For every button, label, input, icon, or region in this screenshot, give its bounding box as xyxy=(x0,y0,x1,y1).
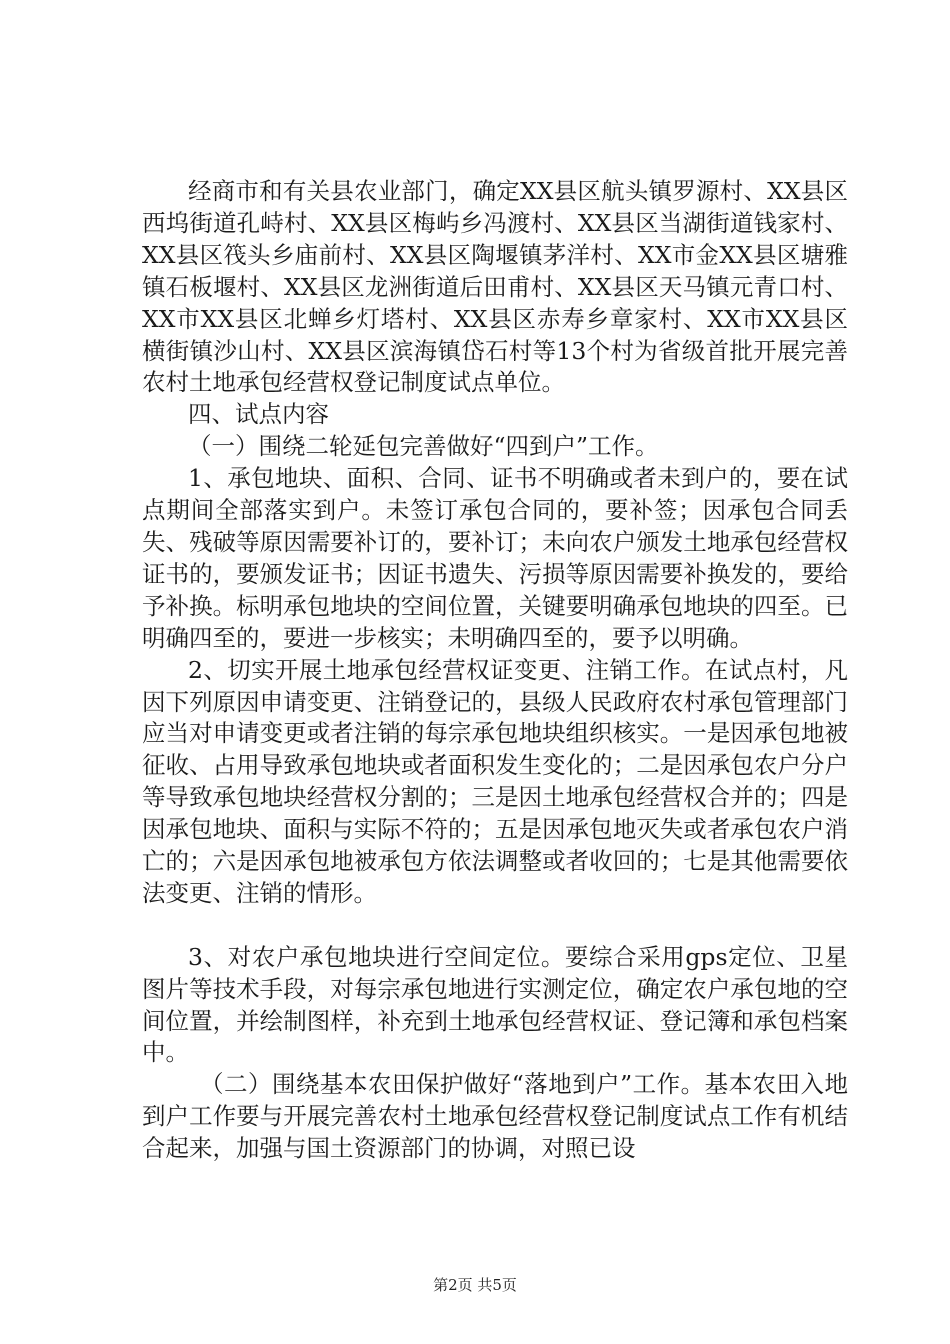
paragraph-item-3: 3、对农户承包地块进行空间定位。要综合采用gps定位、卫星图片等技术手段，对每宗承包地进行实测定位，确定农户承包地的空间位置，并绘制图样，补充到土地承包经营权证、登记簿和承包档案中。 xyxy=(142,942,848,1067)
paragraph-item-2: 2、切实开展土地承包经营权证变更、注销工作。在试点村，凡因下列原因申请变更、注销登记的，县级人民政府农村承包管理部门应当对申请变更或者注销的每宗承包地块组织核实。一是因承包地被征收、占用导致承包地块或者面积发生变化的；二是因承包农户分户等导致承包地块经营权分割的；三是因土地承包经营权合并的；四是因承包地块、面积与实际不符的；五是因承包地灭失或者承包农户消亡的；六是因承包地被承包方依法调整或者收回的；七是其他需要依法变更、注销的情形。 xyxy=(142,655,848,907)
page-footer: 第2页 共5页 xyxy=(433,1276,517,1294)
paragraph-item-1: 1、承包地块、面积、合同、证书不明确或者未到户的，要在试点期间全部落实到户。未签订承包合同的，要补签；因承包合同丢失、残破等原因需要补订的，要补订；未向农户颁发土地承包经营权证书的，要颁发证书；因证书遗失、污损等原因需要补换发的，要给予补换。标明承包地块的空间位置，关键要明确承包地块的四至。已明确四至的，要进一步核实；未明确四至的，要予以明确。 xyxy=(142,464,848,652)
paragraph-basic-farmland: （二）围绕基本农田保护做好“落地到户”工作。基本农田入地到户工作要与开展完善农村土地承包经营权登记制度试点工作有机结合起来，加强与国土资源部门的协调，对照已设 xyxy=(142,1070,848,1163)
blank-line xyxy=(142,910,848,942)
document-body xyxy=(142,176,848,1165)
section-heading-pilot-content: 四、试点内容 xyxy=(188,400,329,429)
subsection-heading-four-to-household: （一）围绕二轮延包完善做好“四到户”工作。 xyxy=(188,432,659,461)
paragraph-pilot-villages: 经商市和有关县农业部门，确定XX县区航头镇罗源村、XX县区西坞街道孔峙村、XX县区梅屿乡冯渡村、XX县区当湖街道钱家村、XX县区筏头乡庙前村、XX县区陶堰镇茅洋村、XX市金XX县区塘雅镇石板堰村、XX县区龙洲街道后田甫村、XX县区天马镇元青口村、XX市XX县区北蝉乡灯塔村、XX县区赤寿乡章家村、XX市XX县区横街镇沙山村、XX县区滨海镇岱石村等13个村为省级首批开展完善农村土地承包经营权登记制度试点单位。 xyxy=(142,177,848,397)
